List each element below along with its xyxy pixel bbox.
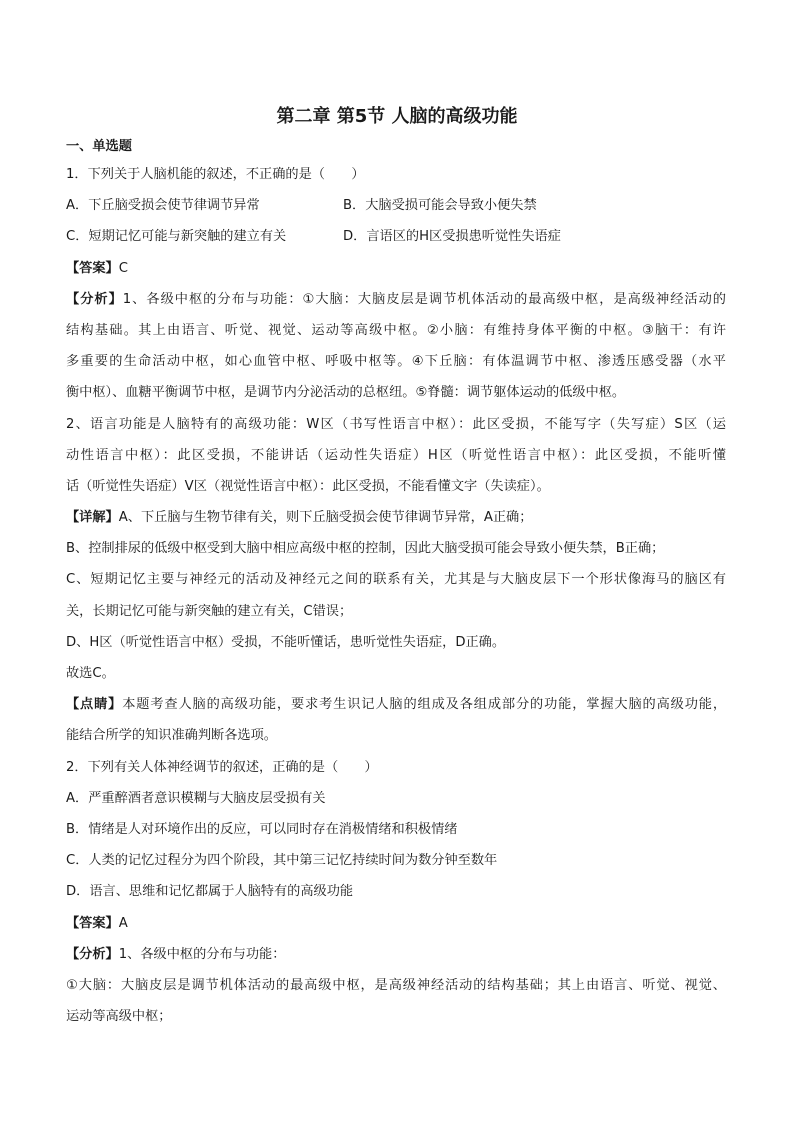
answer-label: 【答案】 — [66, 915, 119, 931]
question-1-analysis-line: 话（听觉性失语症）V区（视觉性语言中枢）：此区受损，不能看懂文字（失读症）。 — [66, 478, 550, 494]
analysis-text: 1、各级中枢的分布与功能： — [118, 946, 286, 962]
section-heading: 一、单选题 — [66, 139, 132, 154]
question-2-analysis-line: ①大脑：大脑皮层是调节机体活动的最高级中枢，是高级神经活动的结构基础；其上由语言、听觉、视觉、 — [66, 977, 726, 993]
question-2-option-a: A．严重醉酒者意识模糊与大脑皮层受损有关 — [66, 790, 326, 806]
analysis-label: 【分析】 — [66, 291, 123, 307]
question-2-analysis-line — [66, 939, 726, 970]
question-1-detail-line: D、H区（听觉性语言中枢）受损，不能听懂话，患听觉性失语症，D正确。 — [66, 634, 506, 650]
question-1-answer — [66, 253, 726, 284]
analysis-label: 【分析】 — [66, 946, 119, 962]
question-2-option-b: B．情绪是人对环境作出的反应，可以同时存在消极情绪和积极情绪 — [66, 821, 458, 837]
answer-value: A — [118, 915, 128, 931]
question-1-analysis-line: 2、语言功能是人脑特有的高级功能：W区（书写性语言中枢）：此区受损，不能写字（失写症）S区（运 — [66, 416, 726, 432]
question-1-detail-line — [66, 502, 726, 533]
question-1-options-row-2 — [66, 221, 726, 252]
detail-label: 【详解】 — [66, 510, 119, 526]
question-2-analysis-line: 运动等高级中枢； — [66, 1009, 172, 1025]
question-2-stem: 2．下列有关人体神经调节的叙述，正确的是（ ） — [66, 759, 378, 775]
question-1-option-b: B．大脑受损可能会导致小便失禁 — [343, 198, 537, 214]
question-1-analysis-line: 结构基础。其上由语言、听觉、视觉、运动等高级中枢。②小脑：有维持身体平衡的中枢。③脑干：有许 — [66, 322, 726, 338]
detail-text: A、下丘脑与生物节律有关，则下丘脑受损会使节律调节异常，A正确； — [118, 510, 533, 526]
question-1-analysis-line — [66, 284, 726, 315]
question-1-comment-line — [66, 689, 726, 720]
question-1-option-c: C．短期记忆可能与新突触的建立有关 — [66, 229, 287, 245]
answer-label: 【答案】 — [66, 260, 119, 276]
question-1-option-d: D．言语区的H区受损患听觉性失语症 — [343, 229, 561, 245]
question-1-detail-line: B、控制排尿的低级中枢受到大脑中相应高级中枢的控制，因此大脑受损可能会导致小便失禁，B正确； — [66, 541, 665, 557]
analysis-text: 1、各级中枢的分布与功能：①大脑：大脑皮层是调节机体活动的最高级中枢，是高级神经活动的 — [122, 291, 726, 307]
answer-value: C — [118, 260, 128, 276]
question-1-analysis-line: 动性语言中枢）：此区受损，不能讲话（运动性失语症）H区（听觉性语言中枢）：此区受损，不能听懂 — [66, 447, 726, 463]
question-1-option-a: A．下丘脑受损会使节律调节异常 — [66, 198, 260, 214]
question-2-answer — [66, 908, 726, 939]
comment-text: 本题考查人脑的高级功能，要求考生识记人脑的组成及各组成部分的功能，掌握大脑的高级功能， — [122, 697, 727, 713]
page-title: 第二章 第5节 人脑的高级功能 — [276, 106, 518, 127]
question-1-stem: 1．下列关于人脑机能的叙述，不正确的是（ ） — [66, 167, 365, 182]
question-1-detail-line: 关，长期记忆可能与新突触的建立有关，C错误； — [66, 603, 353, 619]
question-1-options-row-1 — [66, 190, 726, 221]
question-1-analysis-line: 衡中枢）、血糖平衡调节中枢，是调节内分泌活动的总枢纽。⑤脊髓：调节躯体运动的低级中枢。 — [66, 385, 626, 401]
document-body — [66, 137, 726, 1032]
question-1-detail-line: C、短期记忆主要与神经元的活动及神经元之间的联系有关，尤其是与大脑皮层下一个形状像海马的脑区有 — [66, 572, 726, 588]
comment-label: 【点睛】 — [66, 697, 123, 713]
question-2-option-d: D．语言、思维和记忆都属于人脑特有的高级功能 — [66, 884, 354, 900]
question-1-analysis-line: 多重要的生命活动中枢，如心血管中枢、呼吸中枢等。④下丘脑：有体温调节中枢、渗透压感受器（水平 — [66, 354, 726, 370]
question-1-detail-line: 故选C。 — [66, 666, 115, 681]
question-1-comment-line: 能结合所学的知识准确判断各选项。 — [66, 728, 277, 744]
question-2-option-c: C．人类的记忆过程分为四个阶段，其中第三记忆持续时间为数分钟至数年 — [66, 853, 498, 869]
